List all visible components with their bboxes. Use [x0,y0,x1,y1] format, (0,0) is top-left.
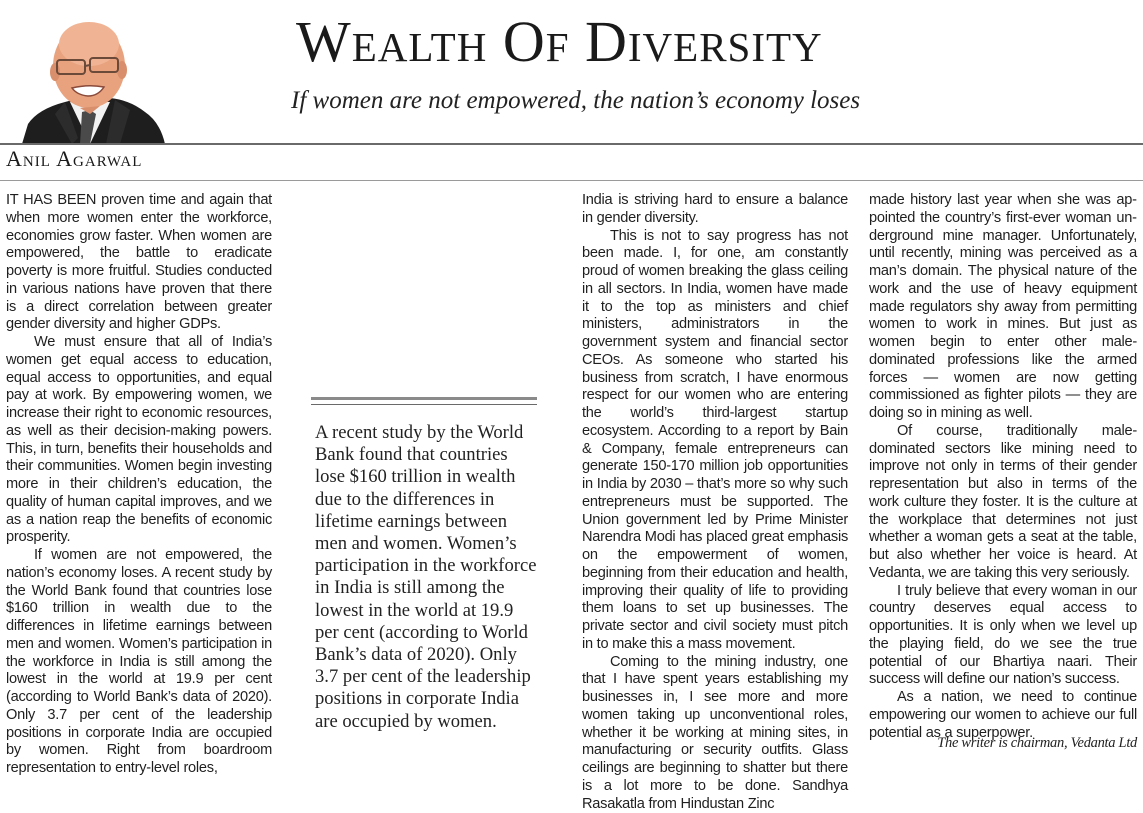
byline-divider [0,180,1143,181]
paragraph: made history last year when she was appointed the country’s first-ever woman underground mine manager. Unfortunately, until recently, mining was perceived as a man’s domain. The physical nature of the work and the use of heavy equipment made regulators shy away from permitting women to work in mines. But just as women begin to enter other male-dominated professions like the armed forces — women are now getting commissioned as fighter pilots — they are doing so in mining as well. [869,192,1137,423]
paragraph: India is striving hard to ensure a balance in gender diversity. [582,192,848,228]
pull-quote: A recent study by the World Bank found that countries lose $160 trillion in wealth due to the differences in lifetime earnings between men and women. Women’s participation in the workforce in India is still among the lowest in the world at 19.9 per cent (according to World Bank’s data of 2020). Only 3.7 per cent of the leadership positions in corporate India are occupied by women. [315,422,537,733]
paragraph: IT HAS BEEN proven time and again that when more women enter the workforce, economies grow faster. When women are empowered, the battle to eradicate poverty is more fruitful. Studies conducted in various nations have proven that there is a direct correlation between greater gender diversity and higher GDPs. [6,192,272,334]
pull-quote-rule-top [311,397,537,400]
article-subtitle: If women are not empowered, the nation’s economy loses [291,86,860,116]
paragraph: This is not to say progress has not been made. I, for one, am constantly proud of women breaking the glass ceiling in all sectors. In India, women have made it to the top as ministers and chief ministers, administrators in the government system and financial sector CEOs. As someone who started his business from scratch, I have enormous respect for our women who are entering the world’s third-largest startup ecosystem. According to a report by Bain & Company, female entrepreneurs can generate 150-170 million job opportunities in India by 2030 – that’s more so why such entrepreneurs must be supported. The Union government led by Prime Minister Narendra Modi has placed great emphasis on the empowerment of women, beginning from their education and health, improving their quality of life to providing them loans to set up businesses. The private sector and civil society must pitch in to make this a mass movement. [582,228,848,654]
article-column-1 [6,192,272,778]
article-title: Wealth Of Diversity [296,10,896,74]
author-portrait-illustration-icon [10,14,170,144]
header-divider [0,143,1143,145]
paragraph: As a nation, we need to continue empowering our women to achieve our full potential as a superpower. [869,689,1137,742]
pull-quote-rule-bottom [311,404,537,405]
article-column-2 [582,192,848,813]
author-portrait [10,14,170,144]
author-name: Anil Agarwal [6,146,142,172]
paragraph: We must ensure that all of India’s women get equal access to education, equal access to opportunities, and equal pay at work. By empowering women, we increase their right to economic resources, as well as their decision-making powers. This, in turn, benefits their households and their communities. Women begin investing more in their children’s education, the quality of human capital improves, and we as a nation reap the benefits of economic prosperity. [6,334,272,547]
paragraph: Coming to the mining industry, one that I have spent years establishing my businesses in, I see more and more women taking up unconventional roles, whether it be working at mining sites, in manufacturing or security outfits. Glass ceilings are beginning to shatter but there is a lot more to be done. Sandhya Rasakatla from Hindustan Zinc [582,654,848,813]
paragraph: I truly believe that every woman in our country deserves equal access to opportunities. It is only when we level up the playing field, do we see the true potential of our Bhartiya naari. Their success will define our nation’s success. [869,583,1137,690]
paragraph: Of course, traditionally male-dominated sectors like mining need to improve not only in terms of their gender representation but also in terms of the work culture they foster. It is the culture at the workplace that determines not just whether a woman gets a seat at the table, but also whether her voice is heard. At Vedanta, we are taking this very seriously. [869,423,1137,583]
paragraph: If women are not empowered, the nation’s economy loses. A recent study by the World Bank found that countries lose $160 trillion in wealth due to the differences in lifetime earnings between men and women. Women’s participation in the workforce in India is still among the lowest in the world at 19.9 per cent (according to World Bank’s data of 2020). Only 3.7 per cent of the leadership positions in corporate India are occupied by women. Right from boardroom representation to entry-level roles, [6,547,272,778]
author-credit: The writer is chairman, Vedanta Ltd [937,734,1137,752]
article-column-3 [869,192,1137,742]
